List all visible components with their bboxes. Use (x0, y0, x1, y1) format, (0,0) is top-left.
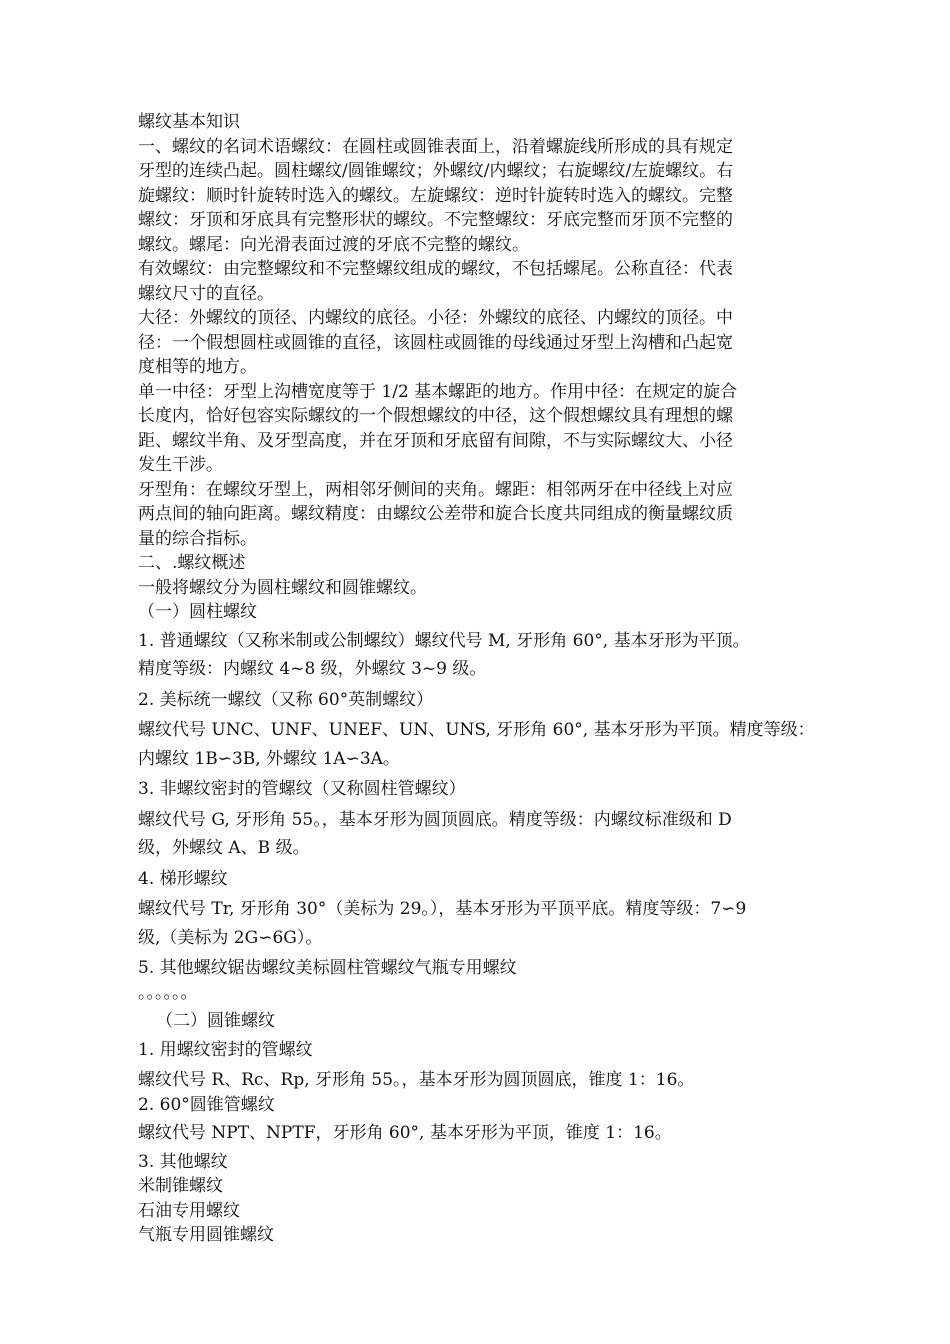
document-title: 螺纹基本知识 (138, 112, 240, 132)
text-line: 气瓶专用圆锥螺纹 (138, 1225, 274, 1245)
text-line: 螺纹。螺尾：向光滑表面过渡的牙底不完整的螺纹。 (138, 234, 529, 255)
text-line: 长度内，恰好包容实际螺纹的一个假想螺纹的中径，这个假想螺纹具有理想的螺 (138, 406, 733, 426)
text-line: 度相等的地方。 (138, 357, 257, 377)
text-line: 级,（美标为 2G∽6G）。 (138, 927, 323, 948)
section-heading: 二、.螺纹概述 (138, 553, 246, 573)
text-line: 距、螺纹半角、及牙型高度，并在牙顶和牙底留有间隙，不与实际螺纹大、小径 (138, 430, 733, 451)
list-item: 3. 其他螺纹 (138, 1151, 228, 1172)
text-line: 内螺纹 1B∽3B, 外螺纹 1A∽3A。 (138, 748, 400, 769)
text-line: 螺纹代号 R、Rc、Rp, 牙形角 55。，基本牙形为圆顶圆底，锥度 1：16。 (138, 1070, 695, 1090)
text-line: 螺纹代号 UNC、UNF、UNEF、UN、UNS, 牙形角 60°, 基本牙形为平顶。精度等级： (138, 720, 815, 740)
text-line: 牙型的连续凸起。圆柱螺纹/圆锥螺纹；外螺纹/内螺纹；右旋螺纹/左旋螺纹。右 (138, 161, 734, 181)
list-item: 2. 60°圆锥管螺纹 (138, 1094, 275, 1115)
text-line: 发生干涉。 (138, 455, 223, 475)
list-item: 2. 美标统一螺纹（又称 60°英制螺纹） (138, 689, 434, 710)
list-item: 5. 其他螺纹锯齿螺纹美标圆柱管螺纹气瓶专用螺纹 (138, 958, 517, 978)
text-line: 螺纹代号 NPT、NPTF，牙形角 60°, 基本牙形为平顶，锥度 1：16。 (138, 1123, 672, 1143)
subsection-heading: （一）圆柱螺纹 (138, 602, 257, 622)
text-line: 两点间的轴向距离。螺纹精度：由螺纹公差带和旋合长度共同组成的衡量螺纹质 (138, 504, 733, 524)
text-line: 径：一个假想圆柱或圆锥的直径，该圆柱或圆锥的母线通过牙型上沟槽和凸起宽 (138, 332, 733, 353)
text-line: 米制锥螺纹 (138, 1176, 223, 1196)
text-line: 旋螺纹：顺时针旋转时选入的螺纹。左旋螺纹：逆时针旋转时选入的螺纹。完整 (138, 185, 733, 206)
list-item: 1. 用螺纹密封的管螺纹 (138, 1039, 313, 1060)
document-page (138, 110, 828, 1248)
text-line: 单一中径：牙型上沟槽宽度等于 1/2 基本螺距的地方。作用中径：在规定的旋合 (138, 381, 738, 402)
text-line: 螺纹代号 G, 牙形角 55。，基本牙形为圆顶圆底。精度等级：内螺纹标准级和 D (138, 809, 732, 830)
text-line: 螺纹：牙顶和牙底具有完整形状的螺纹。不完整螺纹：牙底完整而牙顶不完整的 (138, 210, 733, 230)
list-item: 3. 非螺纹密封的管螺纹（又称圆柱管螺纹） (138, 779, 466, 799)
text-line: 有效螺纹：由完整螺纹和不完整螺纹组成的螺纹，不包括螺尾。公称直径：代表 (138, 259, 733, 279)
text-line: 量的综合指标。 (138, 528, 257, 549)
text-line: 螺纹尺寸的直径。 (138, 283, 274, 304)
text-line: 牙型角：在螺纹牙型上，两相邻牙侧间的夹角。螺距：相邻两牙在中径线上对应 (138, 479, 733, 500)
text-line: 。。。。。。 (138, 982, 198, 1003)
text-line: 精度等级：内螺纹 4~8 级，外螺纹 3~9 级。 (138, 659, 487, 679)
text-line: 大径：外螺纹的顶径、内螺纹的底径。小径：外螺纹的底径、内螺纹的顶径。中 (138, 308, 733, 328)
subsection-heading: （二）圆锥螺纹 (156, 1011, 275, 1031)
text-line: 级，外螺纹 A、B 级。 (138, 838, 310, 858)
list-item: 1. 普通螺纹（又称米制或公制螺纹）螺纹代号 M, 牙形角 60°, 基本牙形为平顶。 (138, 630, 750, 651)
text-line: 一、螺纹的名词术语螺纹：在圆柱或圆锥表面上，沿着螺旋线所形成的具有规定 (138, 136, 733, 157)
text-line: 石油专用螺纹 (138, 1200, 240, 1221)
text-line: 一般将螺纹分为圆柱螺纹和圆锥螺纹。 (138, 577, 427, 598)
list-item: 4. 梯形螺纹 (138, 868, 228, 889)
text-line: 螺纹代号 Tr, 牙形角 30°（美标为 29。），基本牙形为平顶平底。精度等级：7∽9 (138, 899, 747, 919)
